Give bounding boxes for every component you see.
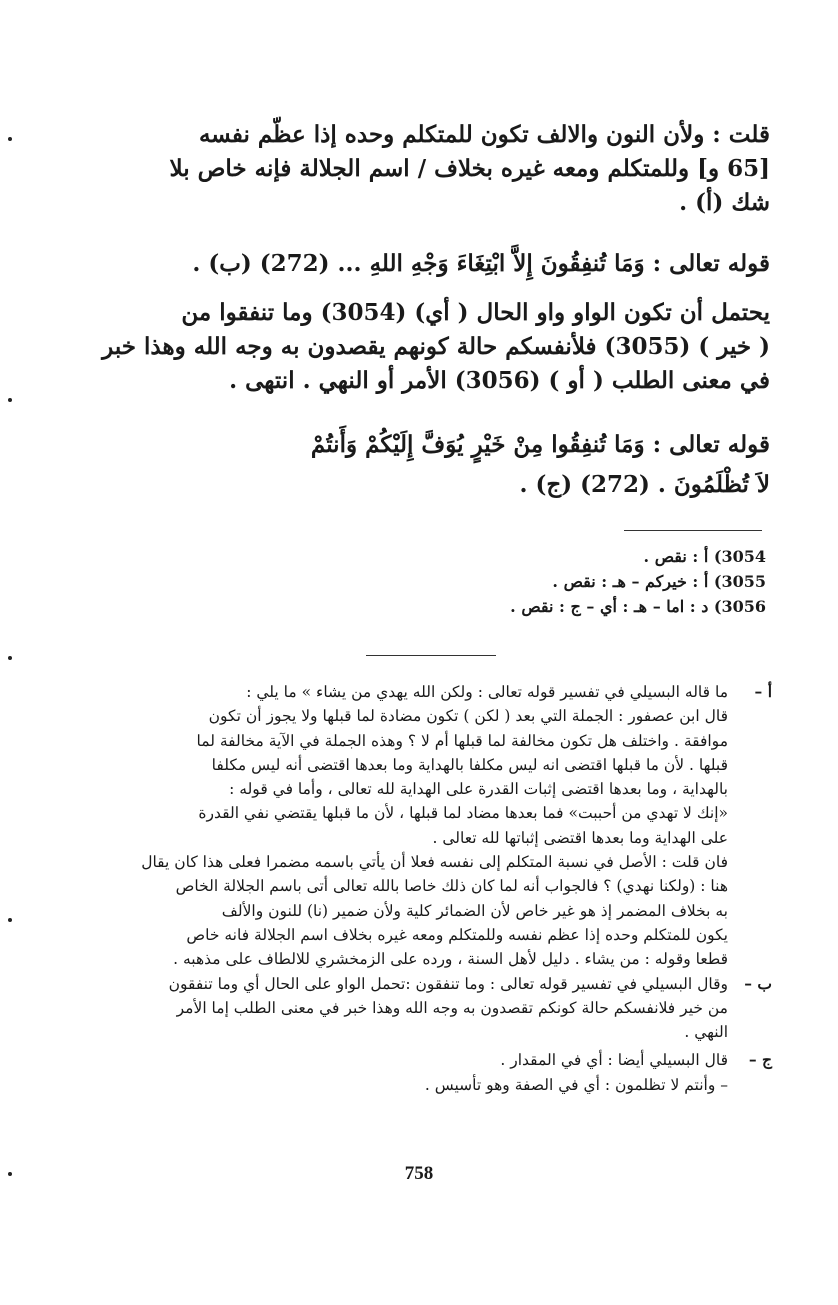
note-line: قطعا وقوله : من يشاء . دليل لأهل السنة ، ورده على الزمخشري للالطاف على مذهبه . [173,950,728,969]
note-line: موافقة . واختلف هل تكون مخالفة لما قبلها أم لا ؟ وهذه الجملة في الآية مخالفة لما [196,731,728,750]
commentary-notes [94,680,772,1097]
text-line: [65 و] وللمتكلم ومعه غيره بخلاف / اسم الجلالة فإنه خاص بلا [169,155,770,182]
variant-footnote: 3055) أ : خيركم – هـ : نقص . [552,572,766,591]
note-line: به بخلاف المضمر إذ هو غير خاص لأن الضمائر كلية ولأن ضمير (نا) للنون والألف [221,901,728,920]
note-line: قبلها . لأن ما قبلها اقتضى انه ليس مكلفا بالهداية وما بعدها اقتضى أنه ليس مكلفا [211,755,728,774]
variant-footnote: 3054) أ : نقص . [643,547,766,566]
note-line: «إنك لا تهدي من أحببت» فما بعدها مضاد لما قبلها ، لأن ما قبلها يقتضي نفي القدرة [198,804,728,823]
main-paragraph-1 [94,118,770,220]
commentary-note-c [94,1048,772,1097]
variant-footnotes [510,544,766,619]
footnote-divider [624,530,762,531]
verse-line: قوله تعالى : وَمَا تُنفِقُونَ إِلاَّ ابْتِغَاءَ وَجْهِ اللهِ ... (272) (ب) . [192,250,770,277]
text-line: ( خير ) (3055) فلأنفسكم حالة كونهم يقصدون به وجه الله وهذا خبر [102,333,770,360]
note-line: هنا : (ولكنا نهدي) ؟ فالجواب أنه لما كان ذلك خاصا بالله تعالى أتى باسم الجلالة الخاص [175,877,728,896]
note-key: ج – [748,1050,772,1070]
margin-mark [8,137,12,141]
note-line: قال البسيلي أيضا : أي في المقدار . [500,1051,728,1070]
note-line: ما قاله البسيلي في تفسير قوله تعالى : ولكن الله يهدي من يشاء » ما يلي : [246,683,728,701]
margin-mark [8,656,12,660]
margin-mark [8,918,12,922]
page-number: 758 [404,1163,434,1184]
main-paragraph-2 [94,244,770,284]
note-line: فان قلت : الأصل في نسبة المتكلم إلى نفسه فعلا أن يأتي باسمه مضمرا فعلى هذا كان يقال [141,853,728,872]
notes-divider [366,655,496,656]
note-line: بالهداية ، وما بعدها اقتضى إثبات القدرة على الهداية لله تعالى ، وأما في قوله : [229,780,728,799]
commentary-note-a [94,680,772,972]
note-line: – وأنتم لا تظلمون : أي في الصفة وهو تأسيس . [424,1075,728,1094]
main-paragraph-4 [94,425,770,505]
note-line: من خير فلانفسكم حالة كونكم تقصدون به وجه الله وهذا خبر في معنى الطلب إما الأمر [176,998,728,1017]
note-line: وقال البسيلي في تفسير قوله تعالى : وما تنفقون :تحمل الواو على الحال أي وما تنفقون [168,974,728,993]
text-line: قلت : ولأن النون والالف تكون للمتكلم وحده إذا عظّم نفسه [198,121,770,148]
note-key: أ – [754,682,772,701]
note-line: النهي . [684,1023,728,1042]
note-line: يكون للمتكلم وحده إذا عظم نفسه وللمتكلم ومعه غيره بخلاف اسم الجلالة فانه خاص [186,925,728,944]
main-paragraph-3 [94,296,770,398]
verse-line: لاَ تُظْلَمُونَ . (272) (ج) . [519,471,770,498]
text-line: في معنى الطلب ( أو ) (3056) الأمر أو النهي . انتهى . [229,367,770,394]
text-line: يحتمل أن تكون الواو واو الحال ( أي) (3054) وما تنفقوا من [181,299,770,326]
note-line: على الهداية وما بعدها اقتضى إثباتها لله تعالى . [432,828,728,847]
variant-footnote: 3056) د : اما – هـ : أي – ج : نقص . [510,597,766,616]
note-line: قال ابن عصفور : الجملة التي بعد ( لكن ) تكون مضادة لما قبلها ولا يجوز أن تكون [208,707,728,726]
note-key: ب – [744,973,772,993]
verse-line: قوله تعالى : وَمَا تُنفِقُوا مِنْ خَيْرٍ يُوَفَّ إِلَيْكُمْ وَأَنتُمْ [310,431,770,458]
text-line: شك (أ) . [679,189,770,216]
commentary-note-b [94,972,772,1045]
margin-mark [8,398,12,402]
